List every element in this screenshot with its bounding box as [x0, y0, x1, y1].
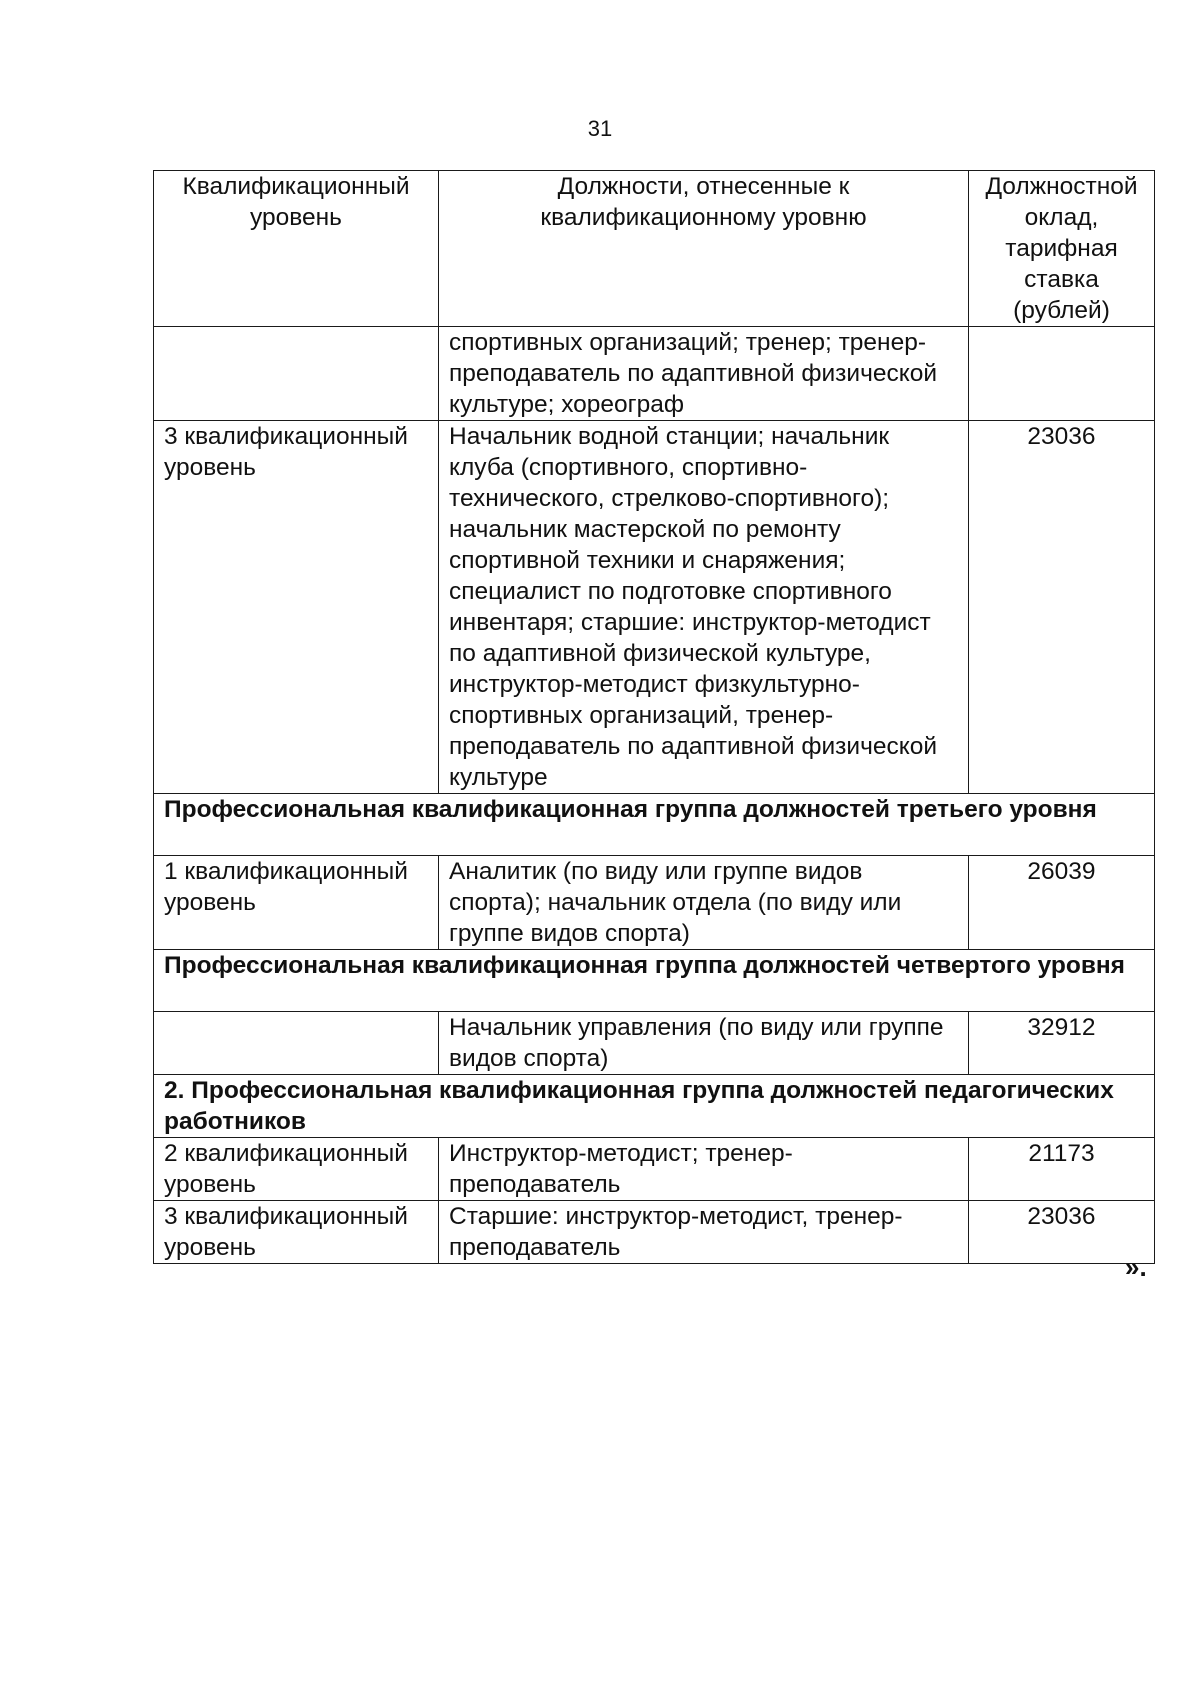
- cell-level: [154, 1012, 439, 1075]
- cell-amount: 23036: [969, 1201, 1155, 1264]
- table-row: [154, 856, 1155, 950]
- header-level: Квалификационный уровень: [154, 171, 439, 327]
- cell-amount: 32912: [969, 1012, 1155, 1075]
- closing-quote-mark: ».: [1125, 1252, 1147, 1282]
- page-number: 31: [587, 116, 613, 141]
- cell-positions: Аналитик (по виду или группе видов спорта); начальник отдела (по виду или группе видов спорта): [439, 856, 969, 950]
- cell-amount: 23036: [969, 421, 1155, 794]
- table-row: [154, 1201, 1155, 1264]
- table-header-row: [154, 171, 1155, 327]
- table-row: [154, 1012, 1155, 1075]
- cell-positions: спортивных организаций; тренер; тренер-преподаватель по адаптивной физической культуре; хореограф: [439, 327, 969, 421]
- cell-positions: Начальник водной станции; начальник клуба (спортивного, спортивно-технического, стрелково-спортивного); начальник мастерской по ремонту спортивной техники и снаряжения; специалист по подготовке спортивного инвентаря; старшие: инструктор-методист по адаптивной физической культуре, инструктор-методист физкультурно-спортивных организаций, тренер-преподаватель по адаптивной физической культуре: [439, 421, 969, 794]
- table-row: [154, 421, 1155, 794]
- cell-amount: 21173: [969, 1138, 1155, 1201]
- header-positions: Должности, отнесенные к квалификационному уровню: [439, 171, 969, 327]
- cell-amount: 26039: [969, 856, 1155, 950]
- qualification-table: [153, 170, 1155, 1264]
- cell-level: 2 квалификационный уровень: [154, 1138, 439, 1201]
- cell-level: 3 квалификационный уровень: [154, 421, 439, 794]
- table-row: [154, 1138, 1155, 1201]
- cell-level: 3 квалификационный уровень: [154, 1201, 439, 1264]
- cell-positions: Старшие: инструктор-методист, тренер-преподаватель: [439, 1201, 969, 1264]
- cell-level: 1 квалификационный уровень: [154, 856, 439, 950]
- group-heading-row: [154, 794, 1155, 856]
- cell-positions: Инструктор-методист; тренер-преподаватель: [439, 1138, 969, 1201]
- table-row: [154, 327, 1155, 421]
- cell-amount: [969, 327, 1155, 421]
- group-heading: Профессиональная квалификационная группа должностей четвертого уровня: [154, 950, 1155, 1012]
- group-heading-row: [154, 1075, 1155, 1138]
- cell-level: [154, 327, 439, 421]
- group-heading: Профессиональная квалификационная группа должностей третьего уровня: [154, 794, 1155, 856]
- group-heading: 2. Профессиональная квалификационная группа должностей педагогических работников: [154, 1075, 1155, 1138]
- header-salary: Должностной оклад, тарифная ставка (рублей): [969, 171, 1155, 327]
- group-heading-row: [154, 950, 1155, 1012]
- cell-positions: Начальник управления (по виду или группе видов спорта): [439, 1012, 969, 1075]
